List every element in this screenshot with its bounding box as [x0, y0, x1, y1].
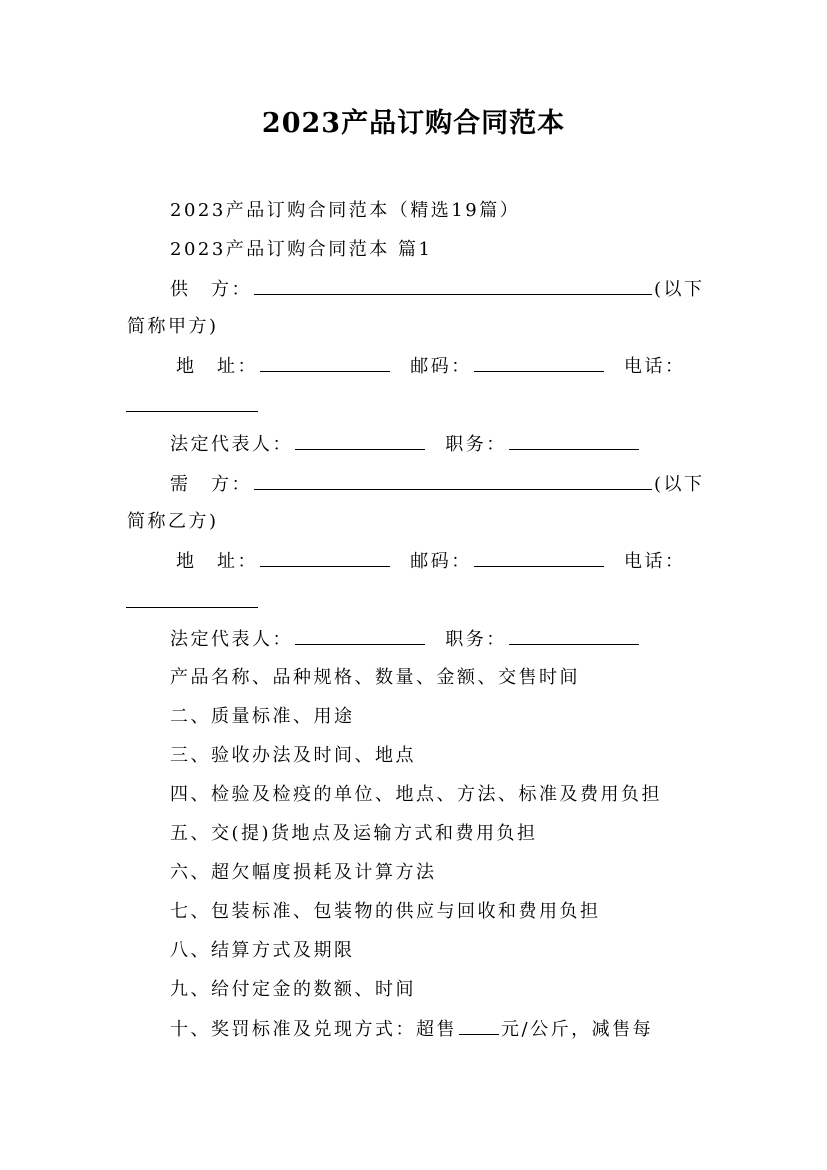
supplier-address-line — [176, 353, 685, 380]
postcode-blank[interactable] — [474, 548, 604, 567]
postcode-label: 邮码： — [410, 356, 472, 377]
buyer-line — [170, 471, 705, 498]
address-blank[interactable] — [260, 548, 390, 567]
supplier-note: 简称甲方) — [127, 316, 219, 337]
legal-rep-blank[interactable] — [295, 626, 425, 645]
postcode-blank[interactable] — [474, 353, 604, 372]
clause-item: 三、验收办法及时间、地点 — [170, 745, 416, 766]
supplier-line — [170, 276, 705, 303]
buyer-phone-blank[interactable] — [126, 606, 258, 608]
legal-rep-label: 法定代表人： — [170, 629, 293, 650]
clause-item: 六、超欠幅度损耗及计算方法 — [170, 862, 437, 883]
clause-item: 五、交(提)货地点及运输方式和费用负担 — [170, 823, 538, 844]
legal-rep-label: 法定代表人： — [170, 434, 293, 455]
clause-item: 产品名称、品种规格、数量、金额、交售时间 — [170, 667, 580, 688]
reward-clause — [170, 1016, 653, 1043]
clause-item: 八、结算方式及期限 — [170, 940, 355, 961]
supplier-suffix: (以下 — [654, 279, 705, 300]
clause-item: 二、质量标准、用途 — [170, 706, 355, 727]
address-blank[interactable] — [260, 353, 390, 372]
reward-price-blank[interactable] — [459, 1016, 499, 1035]
clause-item: 七、包装标准、包装物的供应与回收和费用负担 — [170, 901, 601, 922]
position-blank[interactable] — [509, 431, 639, 450]
buyer-note: 简称乙方) — [127, 511, 219, 532]
address-label: 地 址： — [176, 551, 258, 572]
buyer-legal-rep-line — [170, 626, 641, 653]
phone-label: 电话： — [623, 551, 686, 572]
buyer-label: 需 方： — [170, 474, 252, 495]
subtitle: 2023产品订购合同范本（精选19篇） — [170, 200, 521, 221]
position-label: 职务： — [445, 629, 507, 650]
phone-label: 电话： — [623, 356, 686, 377]
legal-rep-blank[interactable] — [295, 431, 425, 450]
reward-prefix: 十、奖罚标准及兑现方式：超售 — [170, 1019, 457, 1040]
buyer-suffix: (以下 — [654, 474, 705, 495]
buyer-blank[interactable] — [254, 471, 652, 490]
buyer-address-line — [176, 548, 685, 575]
position-blank[interactable] — [509, 626, 639, 645]
reward-middle: 元/公斤，减售每 — [501, 1019, 654, 1040]
section-heading: 2023产品订购合同范本 篇1 — [170, 239, 433, 260]
supplier-label: 供 方： — [170, 279, 252, 300]
supplier-legal-rep-line — [170, 431, 641, 458]
clause-item: 四、检验及检疫的单位、地点、方法、标准及费用负担 — [170, 784, 662, 805]
supplier-blank[interactable] — [254, 276, 652, 295]
clause-item: 九、给付定金的数额、时间 — [170, 979, 416, 1000]
supplier-phone-blank[interactable] — [126, 410, 258, 412]
document-title: 2023产品订购合同范本 — [261, 108, 566, 139]
postcode-label: 邮码： — [410, 551, 472, 572]
position-label: 职务： — [445, 434, 507, 455]
address-label: 地 址： — [176, 356, 258, 377]
